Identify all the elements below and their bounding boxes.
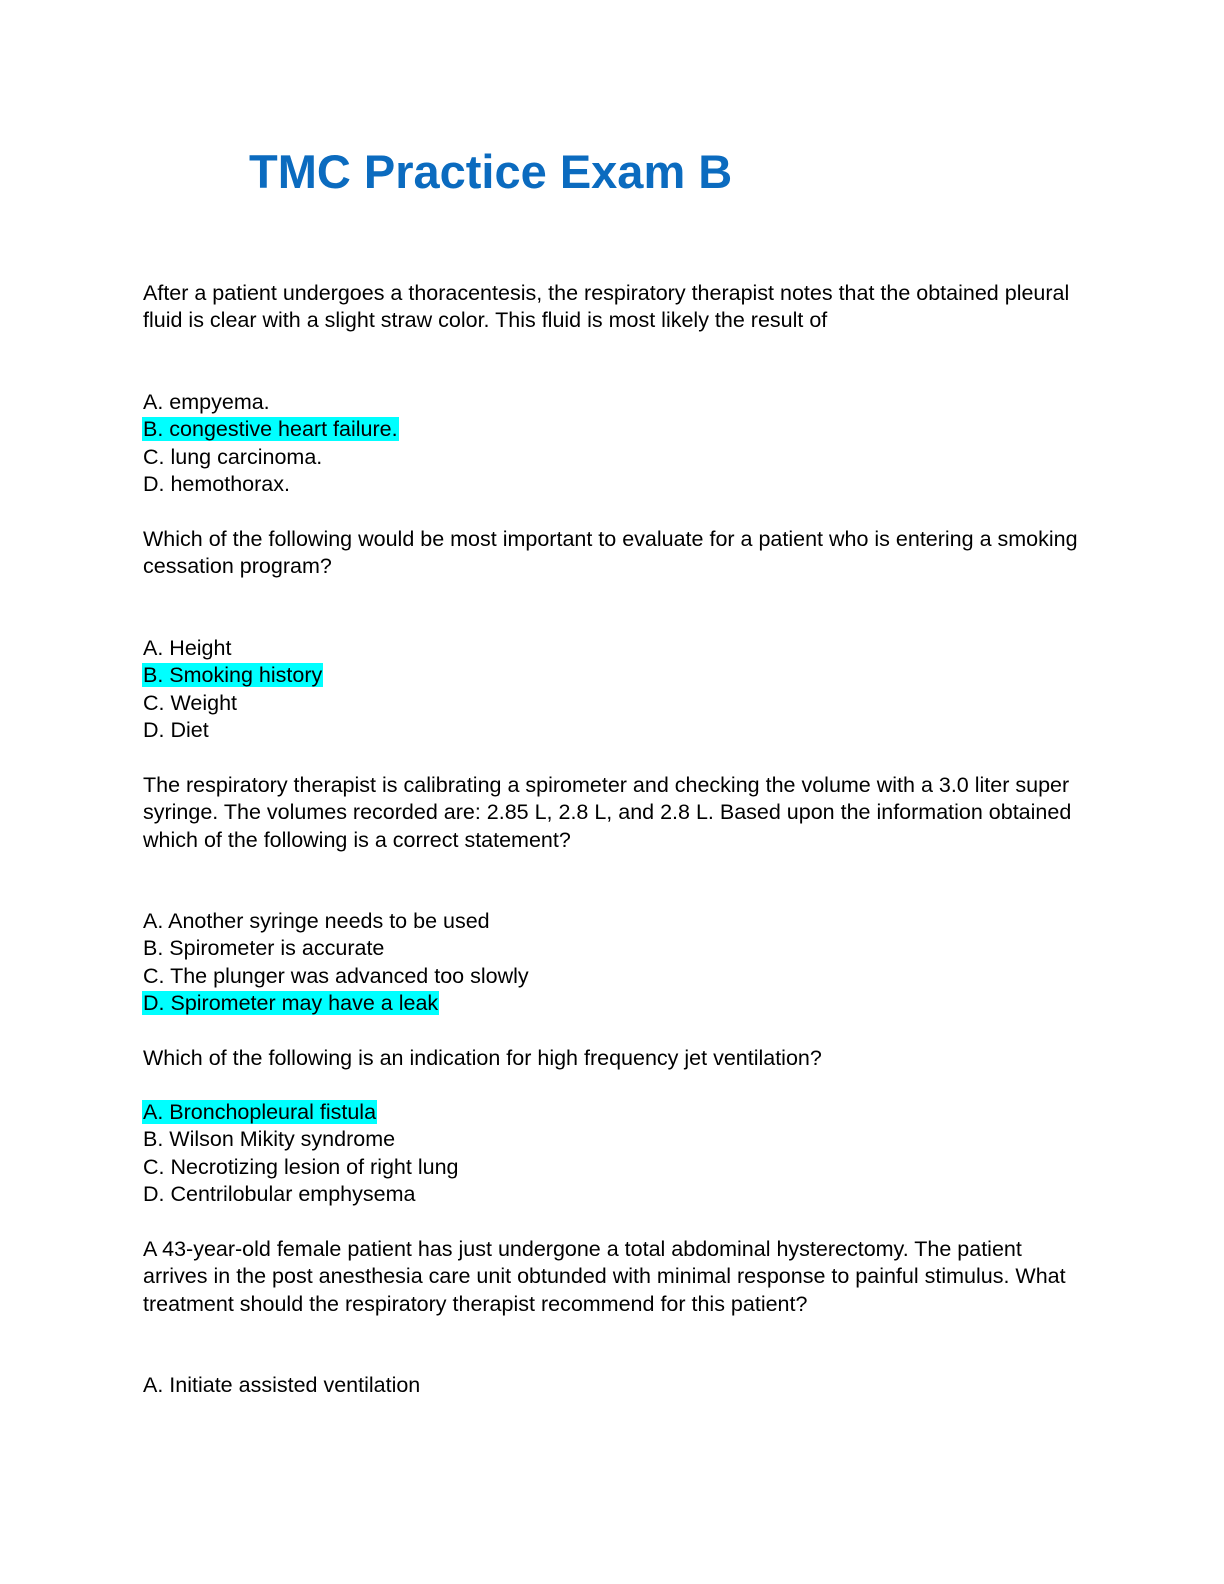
question-4-options: [143, 1099, 460, 1208]
question-2-text: Which of the following would be most important to evaluate for a patient who is entering a smoking cessation program?: [143, 527, 1078, 579]
question-2-option-a: A. Height: [143, 636, 232, 660]
question-3-option-c: C. The plunger was advanced too slowly: [143, 963, 529, 988]
question-5-text: A 43-year-old female patient has just undergone a total abdominal hysterectomy. The patient arrives in the post anesthesia care unit obtunded with minimal response to painful stimulus. What treatment should the respiratory therapist recommend for this patient?: [143, 1237, 1066, 1316]
question-2-option-c: C. Weight: [143, 690, 237, 715]
question-5-options: [143, 1372, 421, 1399]
question-1-text: After a patient undergoes a thoracentesis, the respiratory therapist notes that the obtained pleural fluid is clear with a slight straw color. This fluid is most likely the result of: [143, 281, 1070, 333]
document-title: TMC Practice Exam B: [249, 145, 733, 198]
question-3-option-b: B. Spirometer is accurate: [143, 936, 385, 961]
question-1-option-a: A. empyema.: [143, 390, 270, 414]
question-4-option-b: B. Wilson Mikity syndrome: [143, 1127, 396, 1152]
question-2-options: [143, 635, 323, 744]
question-2-option-d: D. Diet: [143, 717, 209, 742]
question-3-options: [143, 908, 530, 1017]
question-4-option-a-answer: A. Bronchopleural fistula: [143, 1100, 377, 1124]
question-4-text: Which of the following is an indication for high frequency jet ventilation?: [143, 1046, 822, 1070]
question-2-option-b-answer: B. Smoking history: [143, 663, 323, 688]
question-1-options: [143, 389, 399, 498]
question-1-option-c: C. lung carcinoma.: [143, 444, 323, 469]
question-1-option-d: D. hemothorax.: [143, 471, 290, 496]
question-5-option-a: A. Initiate assisted ventilation: [143, 1373, 421, 1397]
question-3-option-a: A. Another syringe needs to be used: [143, 909, 490, 933]
question-4-option-c: C. Necrotizing lesion of right lung: [143, 1154, 459, 1179]
question-1-option-b-answer: B. congestive heart failure.: [143, 417, 398, 442]
question-4-option-d: D. Centrilobular emphysema: [143, 1181, 416, 1206]
question-3-option-d-answer: D. Spirometer may have a leak: [143, 990, 439, 1015]
question-3-text: The respiratory therapist is calibrating a spirometer and checking the volume with a 3.0 liter super syringe. The volumes recorded are: 2.85 L, 2.8 L, and 2.8 L. Based upon the information obtained which of the following is a correct statement?: [143, 773, 1072, 852]
